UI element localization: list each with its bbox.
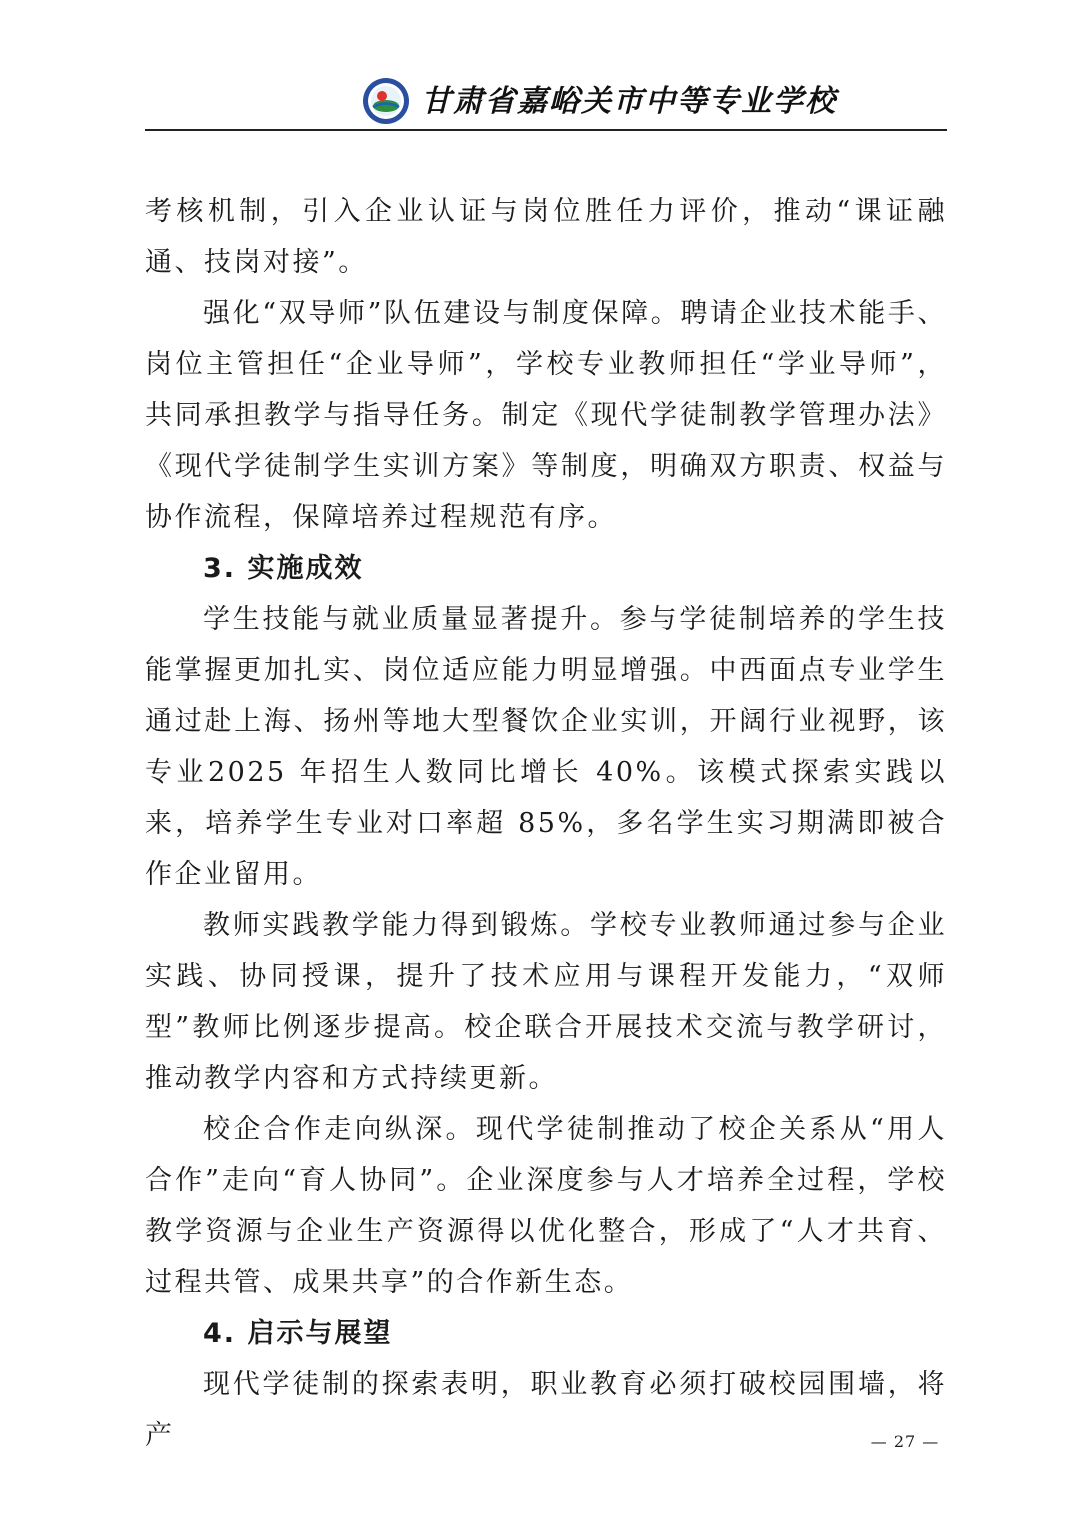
- paragraph-2: 强化“双导师”队伍建设与制度保障。聘请企业技术能手、岗位主管担任“企业导师”，学校专业教师担任“学业导师”，共同承担教学与指导任务。制定《现代学徒制教学管理办法》《现代学徒制学生实训方案》等制度，明确双方职责、权益与协作流程，保障培养过程规范有序。: [145, 298, 947, 533]
- section-heading-4: 4. 启示与展望: [203, 1318, 393, 1349]
- paragraph-6: 现代学徒制的探索表明，职业教育必须打破校园围墙，将产: [145, 1369, 947, 1451]
- section-heading-3: 3. 实施成效: [203, 553, 364, 584]
- school-name: 甘肃省嘉峪关市中等专业学校: [421, 84, 837, 119]
- school-emblem-icon: [361, 76, 411, 126]
- page-header: [145, 72, 947, 130]
- paragraph-1: 考核机制，引入企业认证与岗位胜任力评价，推动“课证融通、技岗对接”。: [145, 196, 947, 278]
- paragraph-4: 教师实践教学能力得到锻炼。学校专业教师通过参与企业实践、协同授课，提升了技术应用与课程开发能力，“双师型”教师比例逐步提高。校企联合开展技术交流与教学研讨，推动教学内容和方式持续更新。: [145, 910, 947, 1094]
- page-number: — 27 —: [870, 1432, 940, 1451]
- document-body: [145, 186, 947, 1461]
- header-divider: [145, 129, 947, 131]
- paragraph-3: 学生技能与就业质量显著提升。参与学徒制培养的学生技能掌握更加扎实、岗位适应能力明显增强。中西面点专业学生通过赴上海、扬州等地大型餐饮企业实训，开阔行业视野，该专业2025 年招生人数同比增长 40%。该模式探索实践以来，培养学生专业对口率超 85%，多名学生实习期满即被合作企业留用。: [145, 604, 947, 890]
- paragraph-5: 校企合作走向纵深。现代学徒制推动了校企关系从“用人合作”走向“育人协同”。企业深度参与人才培养全过程，学校教学资源与企业生产资源得以优化整合，形成了“人才共育、过程共管、成果共享”的合作新生态。: [145, 1114, 947, 1298]
